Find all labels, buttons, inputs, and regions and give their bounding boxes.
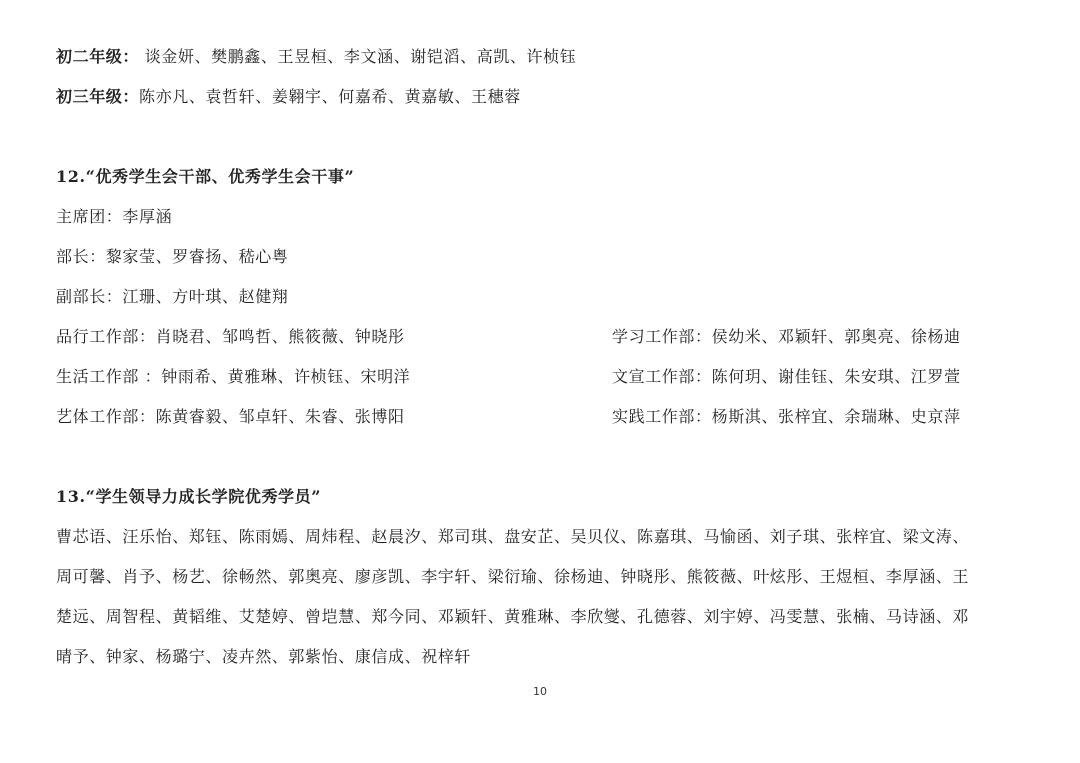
grade-line-2 — [56, 46, 576, 68]
section-13-title: 13.“学生领导力成长学院优秀学员” — [56, 487, 322, 506]
department-row: 文宣工作部：陈何玥、谢佳钰、朱安琪、江罗萱 — [612, 367, 961, 386]
page-number: 10 — [533, 685, 547, 698]
student-list-line: 楚远、周智程、黄韬维、艾楚婷、曾垲慧、郑今同、邓颖轩、黄雅琳、李欣燮、孔德蓉、刘宇婷、冯雯慧、张楠、马诗涵、邓 — [56, 607, 970, 626]
presidium-row: 主席团：李厚涵 — [56, 207, 173, 226]
department-row: 学习工作部：侯幼米、邓颖轩、郭奥亮、徐杨迪 — [612, 327, 961, 346]
grade-names: 谈金妍、樊鹏鑫、王昱桓、李文涵、谢铠滔、高凯、许桢钰 — [139, 47, 577, 66]
department-row: 生活工作部 ：钟雨希、黄雅琳、许桢钰、宋明洋 — [56, 367, 411, 386]
section-12-title: 12.“优秀学生会干部、优秀学生会干事” — [56, 167, 355, 186]
vice-minister-row: 副部长：江珊、方叶琪、赵健翔 — [56, 287, 289, 306]
department-row: 品行工作部：肖晓君、邹鸣哲、熊筱薇、钟晓彤 — [56, 327, 405, 346]
minister-row: 部长：黎家莹、罗睿扬、嵇心粤 — [56, 247, 289, 266]
grade-label: 初二年级： — [56, 47, 140, 66]
department-row: 艺体工作部：陈黄睿毅、邹卓轩、朱睿、张博阳 — [56, 407, 405, 426]
grade-label: 初三年级： — [56, 87, 140, 106]
grade-line-3 — [56, 86, 521, 108]
department-row: 实践工作部：杨斯淇、张梓宜、余瑞琳、史京萍 — [612, 407, 961, 426]
student-list-line: 晴予、钟家、杨璐宁、凌卉然、郭紫怡、康信成、祝梓轩 — [56, 647, 472, 666]
grade-names: 陈亦凡、袁哲轩、姜翱宇、何嘉希、黄嘉敏、王穗蓉 — [139, 87, 521, 106]
student-list-line: 曹芯语、汪乐怡、郑钰、陈雨嫣、周炜程、赵晨汐、郑司琪、盘安芷、吴贝仪、陈嘉琪、马愉函、刘子琪、张梓宜、梁文涛、 — [56, 527, 970, 546]
student-list-line: 周可馨、肖予、杨艺、徐畅然、郭奥亮、廖彦凯、李宇轩、梁衍瑜、徐杨迪、钟晓彤、熊筱薇、叶炫彤、王煜桓、李厚涵、王 — [56, 567, 970, 586]
